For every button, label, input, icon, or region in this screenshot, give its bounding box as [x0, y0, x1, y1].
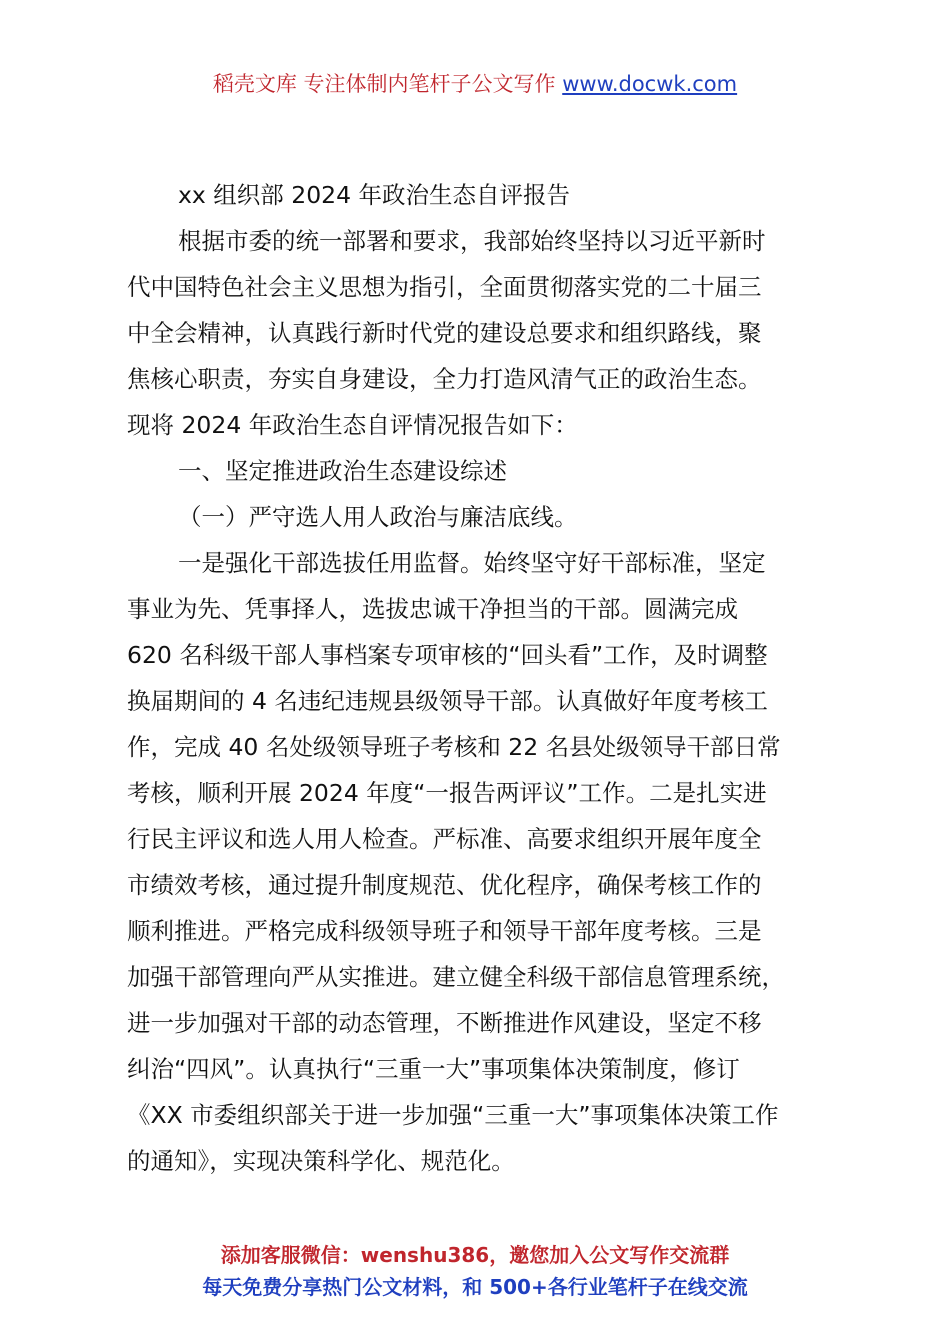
site-header	[0, 68, 950, 100]
document-line: 事业为先、凭事择人，选拔忠诚干净担当的干部。圆满完成	[127, 595, 738, 623]
document-line: 根据市委的统一部署和要求，我部始终坚持以习近平新时	[178, 227, 766, 255]
header-url-link[interactable]: www.docwk.com	[562, 72, 738, 96]
document-line: 中全会精神，认真践行新时代党的建设总要求和组织路线，聚	[127, 319, 762, 347]
header-text: 稻壳文库 专注体制内笔杆子公文写作	[212, 72, 563, 96]
site-footer	[0, 1239, 950, 1303]
document-line: 市绩效考核，通过提升制度规范、优化程序，确保考核工作的	[127, 871, 762, 899]
document-line: 的通知》，实现决策科学化、规范化。	[127, 1147, 515, 1175]
document-line: 620 名科级干部人事档案专项审核的“回头看”工作，及时调整	[127, 641, 768, 669]
document-line: 纠治“四风”。认真执行“三重一大”事项集体决策制度，修订	[127, 1055, 740, 1083]
document-line: 进一步加强对干部的动态管理，不断推进作风建设，坚定不移	[127, 1009, 762, 1037]
document-line: 考核，顺利开展 2024 年度“一报告两评议”工作。二是扎实进	[127, 779, 767, 807]
document-line: 现将 2024 年政治生态自评情况报告如下：	[127, 411, 578, 439]
document-line: 代中国特色社会主义思想为指引，全面贯彻落实党的二十届三	[127, 273, 762, 301]
document-line: 作，完成 40 名处级领导班子考核和 22 名县处级领导干部日常	[127, 733, 781, 761]
document-line: 焦核心职责，夯实自身建设，全力打造风清气正的政治生态。	[127, 365, 762, 393]
document-line: 加强干部管理向严从实推进。建立健全科级干部信息管理系统，	[127, 963, 785, 991]
document-body	[127, 172, 827, 1184]
document-line: 顺利推进。严格完成科级领导班子和领导干部年度考核。三是	[127, 917, 762, 945]
footer-promo-line: 每天免费分享热门公文材料，和 500+各行业笔杆子在线交流	[202, 1275, 748, 1299]
document-line: 换届期间的 4 名违纪违规县级领导干部。认真做好年度考核工	[127, 687, 768, 715]
subsection-heading: （一）严守选人用人政治与廉洁底线。	[178, 503, 578, 531]
section-heading: 一、坚定推进政治生态建设综述	[178, 457, 507, 485]
document-line: 一是强化干部选拔任用监督。始终坚守好干部标准，坚定	[178, 549, 766, 577]
document-line: 《XX 市委组织部关于进一步加强“三重一大”事项集体决策工作	[127, 1101, 779, 1129]
document-line: 行民主评议和选人用人检查。严标准、高要求组织开展年度全	[127, 825, 762, 853]
document-title: xx 组织部 2024 年政治生态自评报告	[178, 181, 571, 209]
footer-contact-line: 添加客服微信：wenshu386，邀您加入公文写作交流群	[220, 1243, 730, 1267]
